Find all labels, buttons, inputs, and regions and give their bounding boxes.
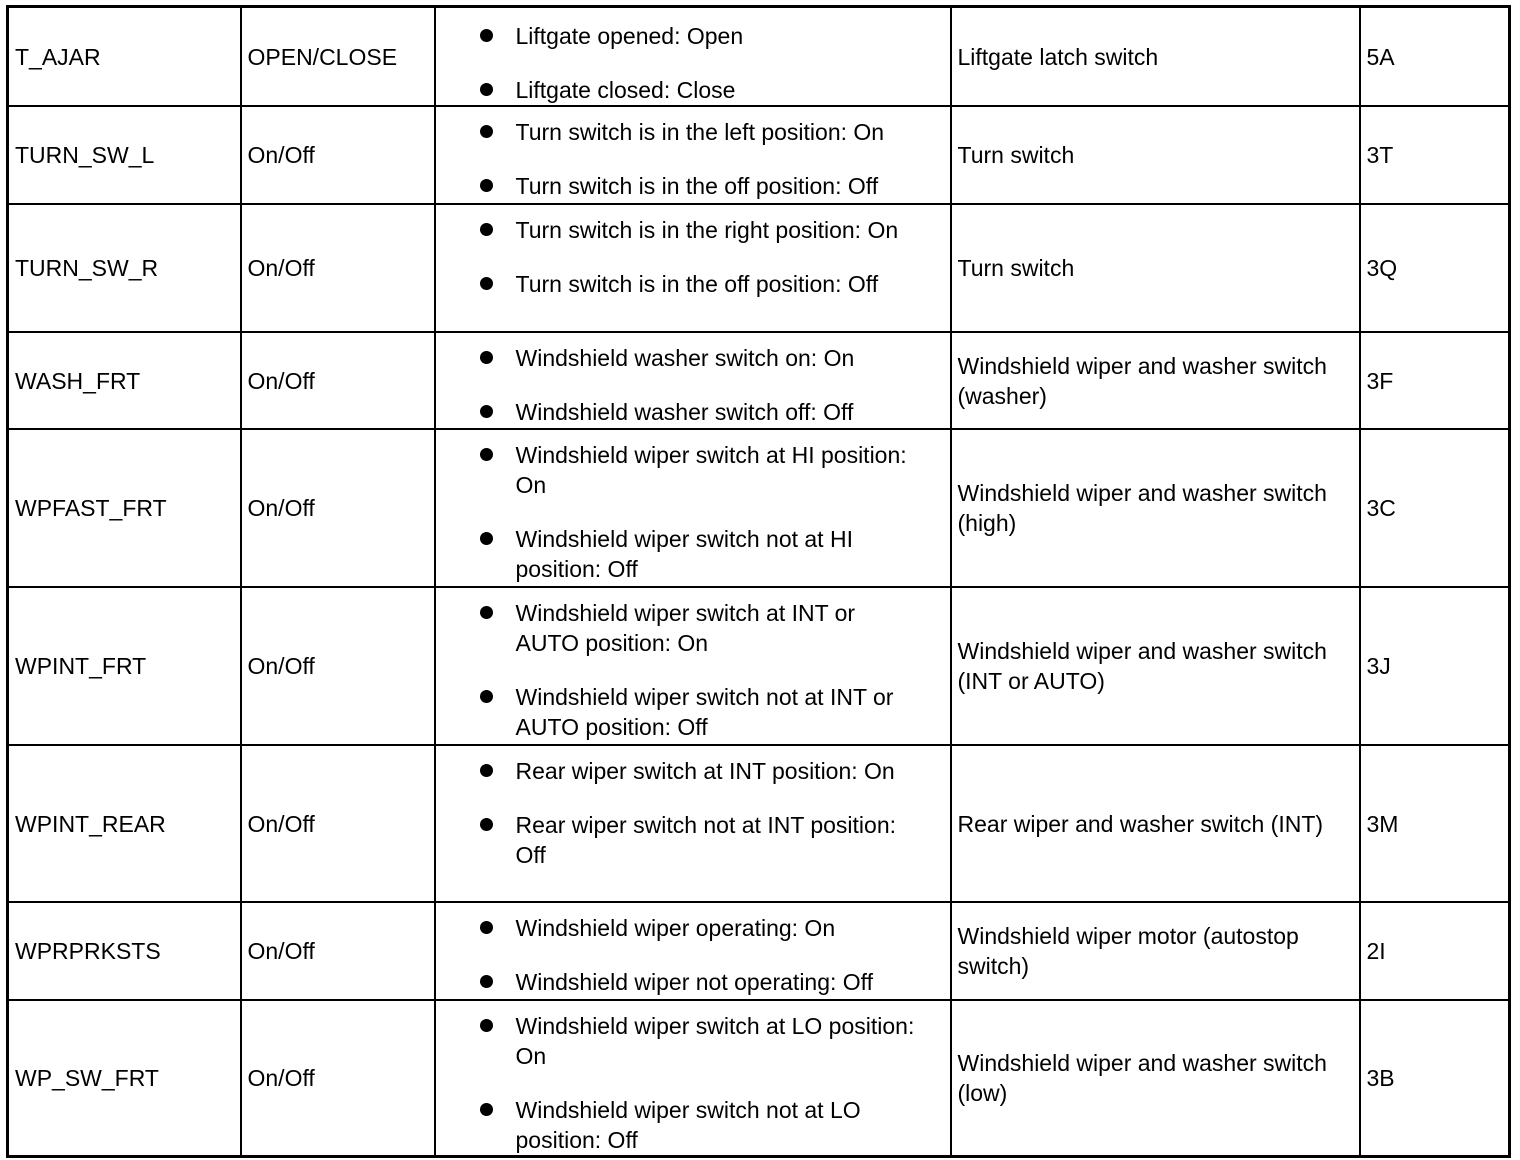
values-cell: On/Off (241, 106, 435, 204)
condition-item: Turn switch is in the off position: Off (480, 171, 920, 201)
pin-cell: 3B (1360, 1000, 1510, 1157)
conditions-cell (435, 902, 951, 1000)
condition-list (480, 343, 920, 427)
pin-cell: 3J (1360, 587, 1510, 745)
condition-item: Windshield wiper switch not at LO position: Off (480, 1095, 920, 1155)
pin-cell: 3M (1360, 745, 1510, 902)
condition-item: Windshield wiper switch not at HI position: Off (480, 524, 920, 584)
table-row (8, 332, 1510, 429)
pin-cell: 3C (1360, 429, 1510, 587)
values-cell: On/Off (241, 745, 435, 902)
param-cell: WPFAST_FRT (8, 429, 241, 587)
component-cell: Turn switch (951, 106, 1360, 204)
pin-cell: 2I (1360, 902, 1510, 1000)
component-cell: Windshield wiper and washer switch (INT or AUTO) (951, 587, 1360, 745)
condition-item: Windshield washer switch off: Off (480, 397, 920, 427)
condition-list (480, 598, 920, 742)
param-cell: WPINT_REAR (8, 745, 241, 902)
table-row (8, 106, 1510, 204)
component-cell: Windshield wiper and washer switch (washer) (951, 332, 1360, 429)
param-cell: T_AJAR (8, 7, 241, 107)
table-row (8, 745, 1510, 902)
condition-item: Turn switch is in the right position: On (480, 215, 920, 245)
values-cell: On/Off (241, 902, 435, 1000)
conditions-cell (435, 106, 951, 204)
table-body (8, 7, 1510, 1157)
condition-item: Liftgate opened: Open (480, 21, 920, 51)
condition-item: Turn switch is in the left position: On (480, 117, 920, 147)
condition-list (480, 117, 920, 201)
pin-cell: 3T (1360, 106, 1510, 204)
conditions-cell (435, 745, 951, 902)
values-cell: On/Off (241, 204, 435, 332)
param-cell: WASH_FRT (8, 332, 241, 429)
condition-list (480, 1011, 920, 1155)
pid-table (6, 5, 1511, 1158)
condition-item: Turn switch is in the off position: Off (480, 269, 920, 299)
values-cell: On/Off (241, 1000, 435, 1157)
condition-list (480, 913, 920, 997)
values-cell: On/Off (241, 587, 435, 745)
condition-item: Windshield wiper operating: On (480, 913, 920, 943)
table-row (8, 587, 1510, 745)
condition-item: Windshield washer switch on: On (480, 343, 920, 373)
component-cell: Windshield wiper and washer switch (low) (951, 1000, 1360, 1157)
table-row (8, 7, 1510, 107)
component-cell: Windshield wiper and washer switch (high) (951, 429, 1360, 587)
table-row (8, 429, 1510, 587)
param-cell: WPRPRKSTS (8, 902, 241, 1000)
table-row (8, 1000, 1510, 1157)
values-cell: On/Off (241, 429, 435, 587)
component-cell: Rear wiper and washer switch (INT) (951, 745, 1360, 902)
param-cell: TURN_SW_L (8, 106, 241, 204)
values-cell: OPEN/CLOSE (241, 7, 435, 107)
conditions-cell (435, 429, 951, 587)
conditions-cell (435, 587, 951, 745)
conditions-cell (435, 332, 951, 429)
condition-item: Windshield wiper switch at LO position: On (480, 1011, 920, 1071)
table-row (8, 204, 1510, 332)
component-cell: Liftgate latch switch (951, 7, 1360, 107)
pin-cell: 3Q (1360, 204, 1510, 332)
condition-list (480, 756, 920, 870)
condition-item: Liftgate closed: Close (480, 75, 920, 105)
conditions-cell (435, 204, 951, 332)
component-cell: Turn switch (951, 204, 1360, 332)
param-cell: TURN_SW_R (8, 204, 241, 332)
conditions-cell (435, 1000, 951, 1157)
condition-item: Rear wiper switch at INT position: On (480, 756, 920, 786)
table-row (8, 902, 1510, 1000)
condition-item: Windshield wiper switch at HI position: On (480, 440, 920, 500)
conditions-cell (435, 7, 951, 107)
condition-item: Windshield wiper switch at INT or AUTO position: On (480, 598, 920, 658)
condition-item: Windshield wiper switch not at INT or AUTO position: Off (480, 682, 920, 742)
param-cell: WP_SW_FRT (8, 1000, 241, 1157)
condition-list (480, 21, 920, 105)
condition-list (480, 215, 920, 299)
condition-item: Rear wiper switch not at INT position: Off (480, 810, 920, 870)
component-cell: Windshield wiper motor (autostop switch) (951, 902, 1360, 1000)
condition-item: Windshield wiper not operating: Off (480, 967, 920, 997)
pin-cell: 3F (1360, 332, 1510, 429)
condition-list (480, 440, 920, 584)
pin-cell: 5A (1360, 7, 1510, 107)
param-cell: WPINT_FRT (8, 587, 241, 745)
values-cell: On/Off (241, 332, 435, 429)
